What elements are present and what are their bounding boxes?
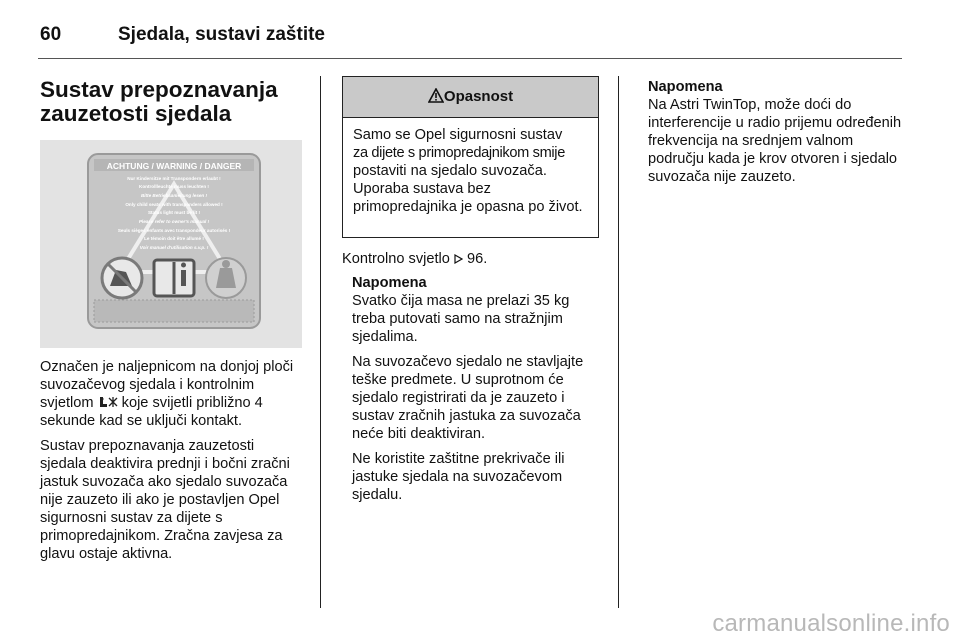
label-line-9: Le témoin doit être allumé !	[144, 236, 204, 241]
label-line-2: Nur Kindersitze mit Transpondern erlaubt !	[127, 176, 221, 181]
child-seat-prohibited-icon	[102, 258, 142, 298]
section-heading: Sustav prepoznavanja zauzetosti sjedala	[40, 77, 278, 126]
note-paragraph-3: Ne koristite zaštitne prekrivače ili jastuke sjedala na suvozačevom sjedalu.	[352, 451, 565, 503]
note-block	[342, 274, 606, 504]
page-reference-arrow-icon	[454, 254, 463, 264]
danger-body	[343, 118, 598, 216]
para1-text-b: koje svijetli približno 4 sekunde kad se uključi kontakt.	[40, 395, 263, 429]
note-title: Napomena	[648, 79, 723, 95]
reference-text: Kontrolno svjetlo	[342, 251, 450, 267]
child-seat-transponder-icon	[206, 258, 246, 298]
left-body	[40, 358, 302, 570]
label-line-6: Status light must be lit !	[147, 210, 201, 215]
column-divider-1	[320, 76, 321, 608]
label-line-1: ACHTUNG / WARNING / DANGER	[106, 161, 242, 171]
danger-title: Opasnost	[443, 88, 514, 105]
para1-text-a: Označen je naljepnicom na donjoj ploči suvozačevog sjedala i kontrolnim svjetlom	[40, 359, 294, 411]
label-line-8: Seuls sièges enfants avec transpondeur autorisés !	[117, 228, 231, 233]
page-number: 60	[40, 24, 62, 45]
left-column	[40, 78, 302, 126]
note-title: Napomena	[352, 275, 427, 291]
label-line-4: Bitte Betriebsanleitung lesen !	[140, 193, 208, 198]
label-line-7: Please refer to owner's manual !	[138, 219, 210, 224]
manual-book-icon	[154, 260, 194, 296]
warning-label-image	[40, 140, 302, 348]
danger-box	[342, 76, 599, 238]
watermark: carmanualsonline.info	[712, 610, 950, 637]
label-line-10: Voir manuel d'utilisation s.v.p. !	[139, 245, 209, 250]
page-header	[40, 24, 325, 46]
warning-label-svg	[40, 140, 302, 348]
page-reference: 96.	[467, 251, 488, 267]
danger-rest: postaviti na sjedalo suvozača. Uporaba sustava bez primopredajnika je opasna po život.	[353, 163, 583, 215]
note-paragraph-2: Na suvozačevo sjedalo ne stavljajte teške predmete. U suprotnom će sjedalo registrirati da je zauzeto i sustav zračnih jastuka za suvozača neće biti deaktiviran.	[352, 354, 584, 442]
middle-body	[342, 250, 606, 511]
header-rule	[38, 58, 902, 59]
paragraph-marking	[40, 358, 302, 430]
airbag-off-icon	[98, 396, 118, 408]
note-paragraph-1: Svatko čija masa ne prelazi 35 kg treba putovati samo na stražnjim sjedalima.	[352, 293, 570, 345]
column-divider-2	[618, 76, 619, 608]
status-light-reference	[342, 250, 606, 268]
right-column	[648, 78, 902, 193]
chapter-title: Sjedala, sustavi zaštite	[118, 24, 325, 45]
danger-header	[343, 77, 598, 118]
note-paragraph: Na Astri TwinTop, može doći do interferencije u radio prijemu određenih frekvencija na srednjem valnom području kada je krov otvoren i sjedalo suvozača nije zauzeto.	[648, 97, 902, 185]
danger-line-1: Samo se Opel sigurnosni sustav	[353, 127, 563, 143]
warning-triangle-icon	[428, 88, 444, 103]
danger-line-2: za dijete s primopredajnikom smije	[353, 145, 565, 161]
label-line-3: Kontrollleuchte muss leuchten !	[139, 184, 209, 189]
paragraph-deactivation: Sustav prepoznavanja zauzetosti sjedala deaktivira prednji i bočni zračni jastuk suvozača ako sjedalo suvozača nije zauzeto ili ako je postavljen Opel sigurnosni sustav za dijete s primopredajnikom. Zračna zavjesa za glavu ostaje aktivna.	[40, 438, 290, 562]
label-line-5: Only child seats with transponders allowed !	[125, 202, 223, 207]
